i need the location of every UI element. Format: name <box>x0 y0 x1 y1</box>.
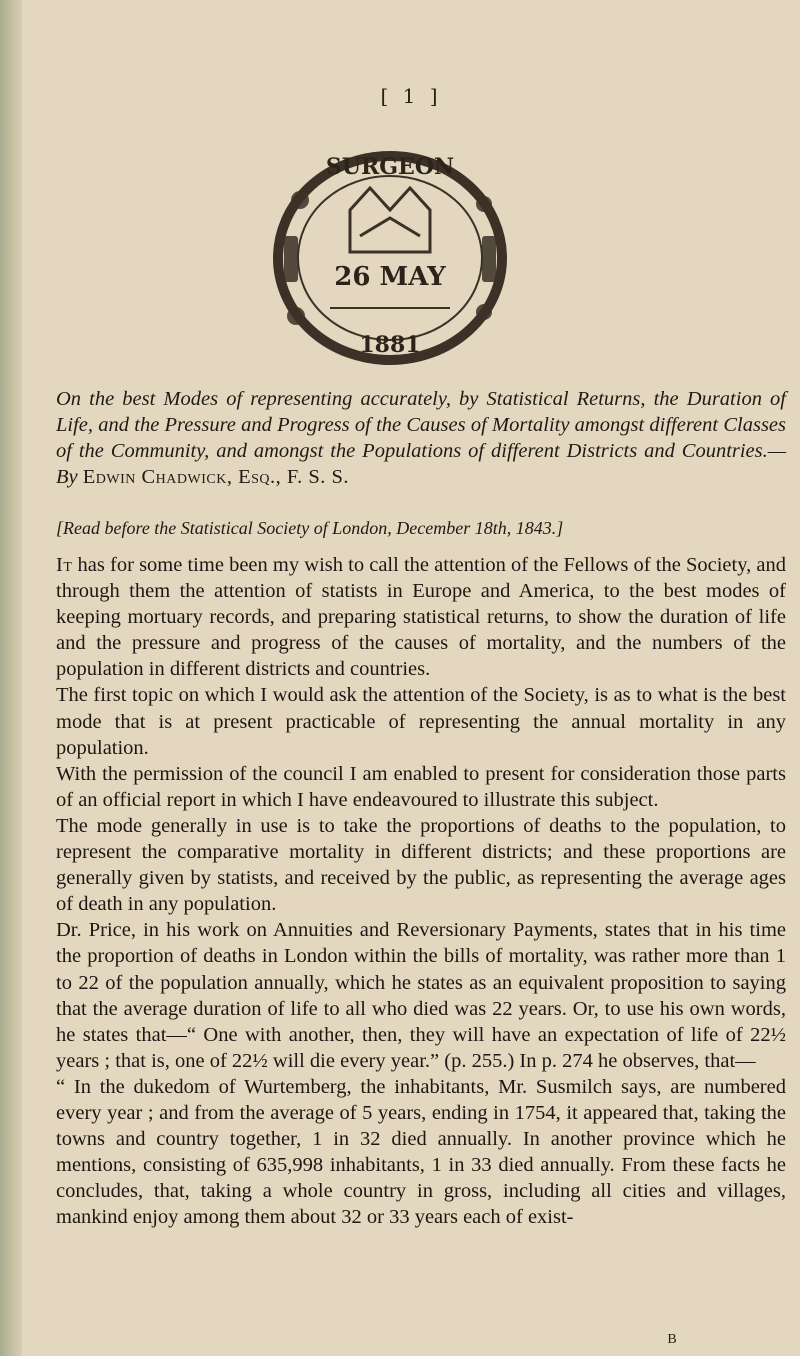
paragraph-text: With the permission of the council I am enabled to present for consideration those parts of an official report in which I have endeavoured to illustrate this subject. <box>56 762 786 811</box>
paragraph <box>56 917 786 1074</box>
page-number: [ 1 ] <box>380 84 442 108</box>
paragraph <box>56 761 786 813</box>
read-note: [Read before the Statistical Society of London, December 18th, 1843.] <box>56 518 564 538</box>
library-stamp-icon <box>240 140 540 380</box>
paragraph-lead-word: It <box>56 554 73 576</box>
paragraph <box>56 552 786 682</box>
stamp-top-text: SURGEON <box>325 154 455 180</box>
signature-mark: B <box>667 1332 677 1347</box>
article-title-text: On the best Modes of representing accurately, by Statistical Returns, the Duration of Life, and the Pressure and Progress of the Causes of Mortality amongst different Classes of the Community, and amongst the Populations of different Districts and Countries.—By <box>56 388 786 488</box>
page <box>22 0 800 1356</box>
paragraph-text: has for some time been my wish to call the attention of the Fellows of the Society, and through them the attention of statists in Europe and America, to the best modes of keeping mortuary records, and preparing statistical returns, to show the duration of life and the pressure and progress of the causes of mortality, and the numbers of the population in different districts and countries. <box>56 554 786 681</box>
article-title <box>56 386 786 490</box>
stamp-center-text: 26 MAY <box>334 262 446 292</box>
paragraph-text: Dr. Price, in his work on Annuities and Reversionary Payments, states that in his time the proportion of deaths in London within the bills of mortality, was rather more than 1 to 22 of the population annually, which he states as an equivalent proposition to saying that the average duration of life to all who died was 22 years. Or, to use his own words, he states that—“ One with another, then, they will have an expectation of life of 22½ years ; that is, one of 22½ will die every year.” (p. 255.) In p. 274 he observes, that— <box>56 919 786 1072</box>
paragraph <box>56 1074 786 1231</box>
paragraph-text: The mode generally in use is to take the proportions of deaths to the population, to represent the comparative mortality in different districts; and these proportions are generally given by statists, and received by the public, as representing the average ages of death in any population. <box>56 814 786 916</box>
article-author: Edwin Chadwick, Esq., F. S. S. <box>82 466 350 488</box>
stamp-bottom-text: 1881 <box>359 332 421 358</box>
scan-edge <box>0 0 22 1356</box>
paragraph-text: “ In the dukedom of Wurtemberg, the inhabitants, Mr. Susmilch says, are numbered every year ; and from the average of 5 years, ending in 1754, it appeared that, taking the towns and country together, 1 in 32 died annually. In another province which he mentions, consisting of 635,998 inhabitants, 1 in 33 died annually. From these facts he concludes, that, taking a whole country in gross, including all cities and villages, mankind enjoy among them about 32 or 33 years each of exist- <box>56 1075 786 1229</box>
paragraph-text: The first topic on which I would ask the attention of the Society, is as to what is the best mode that is at present practicable of representing the annual mortality in any population. <box>56 684 786 759</box>
library-stamp <box>240 140 540 380</box>
paragraph <box>56 813 786 917</box>
paragraph <box>56 682 786 760</box>
body-text <box>56 552 786 1230</box>
